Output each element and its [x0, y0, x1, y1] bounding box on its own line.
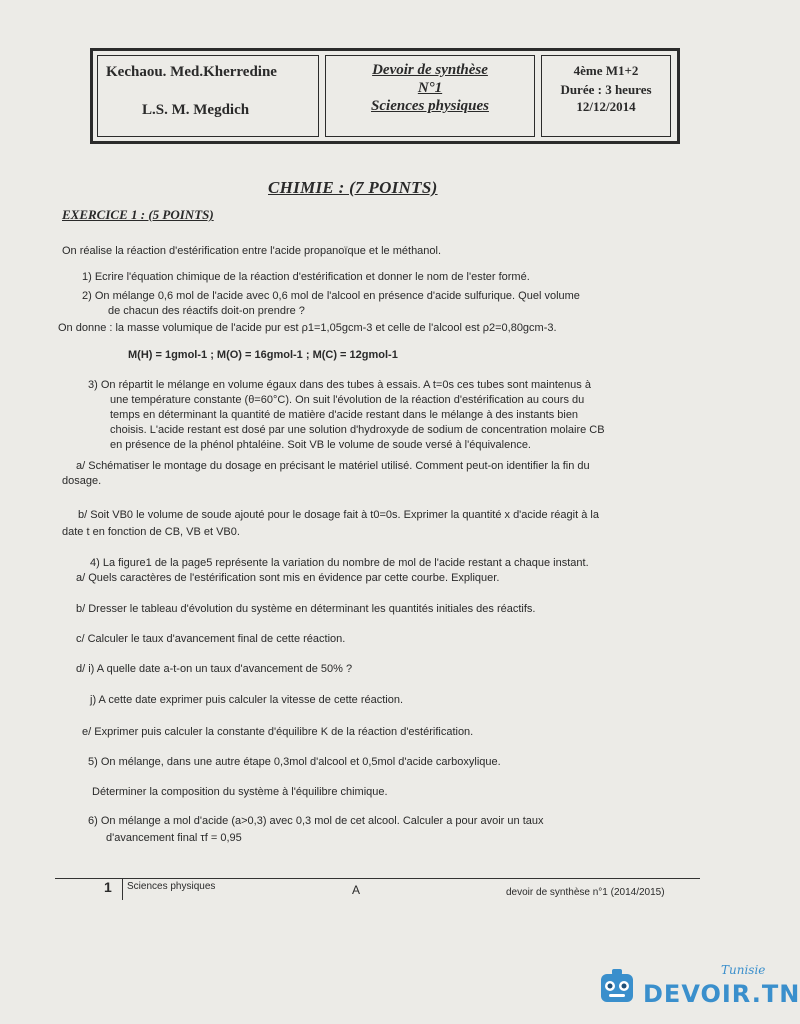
footer-divider: [55, 878, 700, 879]
question-4d-j: j) A cette date exprimer puis calculer la vitesse de cette réaction.: [90, 694, 404, 706]
header-info-cell: [541, 55, 671, 137]
molar-masses: M(H) = 1gmol-1 ; M(O) = 16gmol-1 ; M(C) = 12gmol-1: [128, 349, 398, 361]
exam-duration: Durée : 3 heures: [560, 82, 652, 97]
footer-right-text: devoir de synthèse n°1 (2014/2015): [506, 887, 665, 898]
question-5: 5) On mélange, dans une autre étape 0,3mol d'alcool et 0,5mol d'acide carboxylique.: [88, 756, 501, 768]
question-6-line-1: 6) On mélange a mol d'acide (a>0,3) avec 0,3 mol de cet alcool. Calculer a pour avoir un taux: [88, 815, 544, 827]
devoir-tn-logo: [597, 962, 800, 1022]
question-4d-i: d/ i) A quelle date a-t-on un taux d'avancement de 50% ?: [76, 663, 353, 675]
question-5-task: Déterminer la composition du système à l'équilibre chimique.: [92, 786, 388, 798]
question-3-line-3: temps en déterminant la quantité de matière d'acide restant dans le mélange à des instants bien: [110, 409, 579, 421]
section-title: CHIMIE : (7 POINTS): [268, 178, 438, 197]
intro-line: On réalise la réaction d'estérification entre l'acide propanoïque et le méthanol.: [62, 245, 442, 257]
question-6-line-2: d'avancement final τf = 0,95: [106, 832, 242, 844]
question-4b: b/ Dresser le tableau d'évolution du système en déterminant les quantités initiales des réactifs.: [76, 603, 536, 615]
question-2-line-2: de chacun des réactifs doit-on prendre ?: [108, 305, 305, 317]
question-3-line-4: choisis. L'acide restant est dosé par une solution d'hydroxyde de sodium de concentration molaire CB: [110, 424, 605, 436]
exam-subject: Sciences physiques: [371, 98, 489, 114]
logo-tag: Tunisie: [721, 963, 766, 977]
exam-title: Devoir de synthèse: [372, 62, 488, 78]
question-1: 1) Ecrire l'équation chimique de la réaction d'estérification et donner le nom de l'ester formé.: [82, 271, 530, 283]
author-name: Kechaou. Med.Kherredine: [106, 64, 277, 80]
exam-number: N°1: [417, 80, 443, 96]
question-3-line-1: 3) On répartit le mélange en volume égaux dans des tubes à essais. A t=0s ces tubes sont maintenus à: [88, 379, 591, 391]
footer-subject: Sciences physiques: [127, 881, 216, 892]
question-4-intro: 4) La figure1 de la page5 représente la variation du nombre de mol de l'acide restant a chaque instant.: [90, 557, 589, 569]
robot-icon: [597, 968, 637, 1008]
footer-center-mark: A: [352, 883, 361, 897]
question-3a-line-2: dosage.: [62, 475, 102, 487]
question-3b-line-1: b/ Soit VB0 le volume de soude ajouté pour le dosage fait à t0=0s. Exprimer la quantité x d'acide réagit à la: [78, 509, 599, 521]
page-number: 1: [104, 879, 112, 895]
logo-text: DEVOIR.TN: [643, 980, 800, 1008]
footer-separator: [122, 878, 123, 900]
question-2-line-1: 2) On mélange 0,6 mol de l'acide avec 0,6 mol de l'alcool en présence d'acide sulfurique. Quel volume: [82, 290, 580, 302]
question-2-data: On donne : la masse volumique de l'acide pur est ρ1=1,05gcm-3 et celle de l'alcool est ρ2=0,80gcm-3.: [58, 322, 557, 334]
question-3b-line-2: date t en fonction de CB, VB et VB0.: [62, 526, 240, 538]
school-name: L.S. M. Megdich: [142, 102, 250, 118]
question-3-line-5: en présence de la phénol phtaléine. Soit VB le volume de soude versé à l'équivalence.: [110, 439, 531, 451]
exam-date: 12/12/2014: [576, 99, 636, 114]
header-title-cell: [325, 55, 535, 137]
header-author-cell: [97, 55, 319, 137]
class-level: 4ème M1+2: [573, 63, 639, 78]
question-3-line-2: une température constante (θ=60°C). On suit l'évolution de la réaction d'estérification au cours du: [110, 394, 585, 406]
question-4e: e/ Exprimer puis calculer la constante d'équilibre K de la réaction d'estérification.: [82, 726, 474, 738]
question-4c: c/ Calculer le taux d'avancement final de cette réaction.: [76, 633, 346, 645]
question-4a: a/ Quels caractères de l'estérification sont mis en évidence par cette courbe. Expliquer.: [76, 572, 500, 584]
exercise-title: EXERCICE 1 : (5 POINTS): [62, 207, 214, 222]
header-box: [90, 48, 680, 144]
question-3a-line-1: a/ Schématiser le montage du dosage en précisant le matériel utilisé. Comment peut-on identifier la fin du: [76, 460, 590, 472]
